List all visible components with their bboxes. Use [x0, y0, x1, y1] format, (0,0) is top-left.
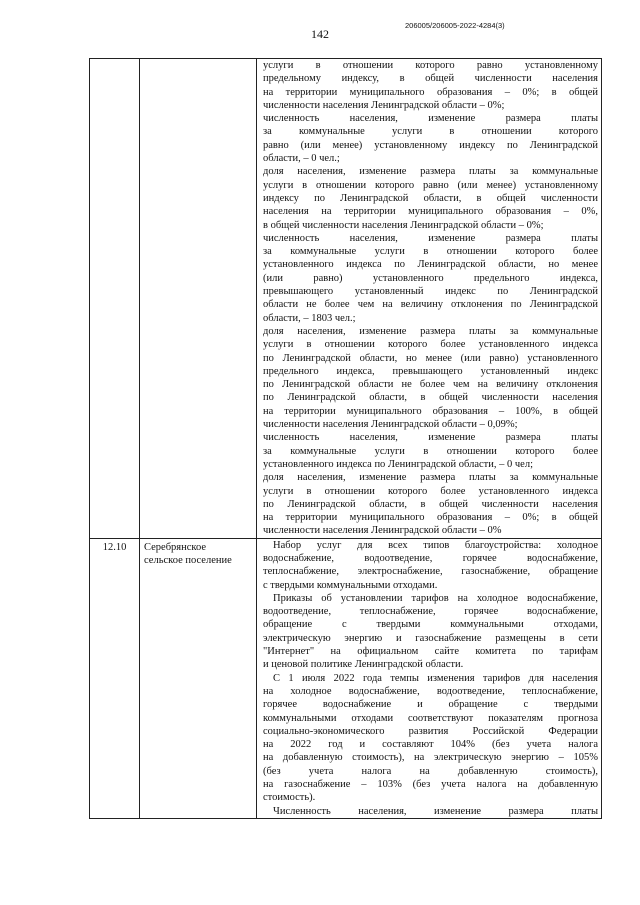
- text-line: численности населения Ленинградской области – 0,09%;: [263, 419, 518, 431]
- text-line: на добавленную стоимость), на электрическую энергию – 105%: [263, 752, 598, 764]
- text-line: по Ленинградской области, в общей численности населения: [263, 498, 598, 510]
- settlement-name-line: Серебрянское: [144, 541, 207, 553]
- document-code: 206005/206005-2022-4284(3): [405, 21, 505, 30]
- text-line: превышающего установленный индекс по Ленинградской: [263, 286, 598, 298]
- text-line: установленного индекса по Ленинградской области, – 0 чел;: [263, 458, 533, 470]
- text-line: области, – 1803 чел.;: [263, 312, 356, 324]
- text-line: Набор услуг для всех типов благоустройства: холодное: [273, 539, 598, 551]
- text-line: области не более чем на величину отклонения по Ленинградской: [263, 299, 598, 311]
- text-line: услуги в отношении которого более установленного индекса: [263, 485, 598, 497]
- text-line: (или равно) установленного предельного индекса,: [263, 272, 598, 284]
- text-line: горячее водоснабжение и обращение с твердыми: [263, 699, 598, 711]
- text-line: численность населения, изменение размера платы: [263, 113, 598, 125]
- text-line: с твердыми коммунальными отходами.: [263, 579, 438, 591]
- text-line: доля населения, изменение размера платы за коммунальные: [263, 325, 598, 337]
- table-row: [90, 59, 602, 539]
- text-line: в общей численности населения Ленинградской области – 0%;: [263, 219, 544, 231]
- text-line: С 1 июля 2022 года темпы изменения тарифов для населения: [273, 672, 598, 684]
- table-row: [90, 538, 602, 818]
- text-line: индексу по Ленинградской области, в общей численности: [263, 192, 598, 204]
- text-line: социально-экономического развития Российской Федерации: [263, 725, 598, 737]
- text-line: на 2022 год и составляют 104% (без учета налога: [263, 739, 598, 751]
- row-text-cell: [257, 538, 602, 818]
- row-name-cell: [140, 59, 257, 539]
- text-line: по Ленинградской области, в общей численности населения: [263, 392, 598, 404]
- text-line: численности населения Ленинградской области – 0%: [263, 525, 502, 537]
- text-line: водоснабжение, водоотведение, горячее водоснабжение,: [263, 552, 598, 564]
- settlement-name-line: сельское поселение: [144, 554, 232, 566]
- text-line: доля населения, изменение размера платы за коммунальные: [263, 166, 598, 178]
- text-line: численность населения, изменение размера платы: [263, 432, 598, 444]
- text-line: за коммунальные услуги в отношении которого более: [263, 246, 598, 258]
- text-line: Численность населения, изменение размера платы: [273, 805, 598, 817]
- page-number: 142: [311, 27, 329, 41]
- row-number-cell: [90, 59, 140, 539]
- text-line: теплоснабжение, электроснабжение, газоснабжение, обращение: [263, 566, 598, 578]
- text-line: услуги в отношении которого равно (или менее) установленному: [263, 179, 598, 191]
- text-line: электрическую энергию и газоснабжение размещены в сети: [263, 632, 598, 644]
- row-text-cell: [257, 59, 602, 539]
- row-name-cell: [140, 538, 257, 818]
- text-line: населения на территории муниципального образования – 0%,: [263, 206, 598, 218]
- text-line: области, – 0 чел.;: [263, 153, 340, 165]
- text-line: на территории муниципального образования – 0%; в общей: [263, 512, 598, 524]
- text-line: за коммунальные услуги в отношении которого более: [263, 445, 598, 457]
- text-line: услуги в отношении которого равно установленному: [263, 60, 598, 71]
- text-line: на территории муниципального образования – 0%; в общей: [263, 86, 598, 98]
- text-line: по Ленинградской области, но менее (или равно) установленного: [263, 352, 598, 364]
- text-line: коммунальными отходами соответствуют показателям прогноза: [263, 712, 598, 724]
- row-number-cell: 12.10: [90, 538, 140, 818]
- text-line: стоимость).: [263, 792, 316, 804]
- text-line: на газоснабжение – 103% (без учета налога на добавленную: [263, 779, 598, 791]
- text-line: "Интернет" на официальном сайте комитета по тарифам: [263, 646, 598, 658]
- document-table: [89, 58, 602, 819]
- text-line: услуги в отношении которого более установленного индекса: [263, 339, 598, 351]
- text-line: численности населения Ленинградской области – 0%;: [263, 99, 505, 111]
- text-line: численность населения, изменение размера платы: [263, 232, 598, 244]
- text-line: (без учета налога на добавленную стоимость),: [263, 765, 598, 777]
- text-line: по Ленинградской области не более чем на величину отклонения: [263, 379, 598, 391]
- text-line: и ценовой политике Ленинградской области.: [263, 659, 464, 671]
- text-line: предельному индексу, в общей численности населения: [263, 73, 598, 85]
- text-line: за коммунальные услуги в отношении которого: [263, 126, 598, 138]
- text-line: на холодное водоснабжение, водоотведение, теплоснабжение,: [263, 685, 598, 697]
- text-line: установленного индекса по Ленинградской области, но менее: [263, 259, 598, 271]
- text-line: предельного индекса, превышающего установленный индекс: [263, 365, 598, 377]
- text-line: обращение с твердыми коммунальными отходами,: [263, 619, 598, 631]
- text-line: водоотведение, теплоснабжение, горячее водоснабжение,: [263, 606, 598, 618]
- text-line: на территории муниципального образования – 100%, в общей: [263, 405, 598, 417]
- text-line: доля населения, изменение размера платы за коммунальные: [263, 472, 598, 484]
- text-line: равно (или менее) установленному индексу по Ленинградской: [263, 139, 598, 151]
- text-line: Приказы об установлении тарифов на холодное водоснабжение,: [273, 592, 598, 604]
